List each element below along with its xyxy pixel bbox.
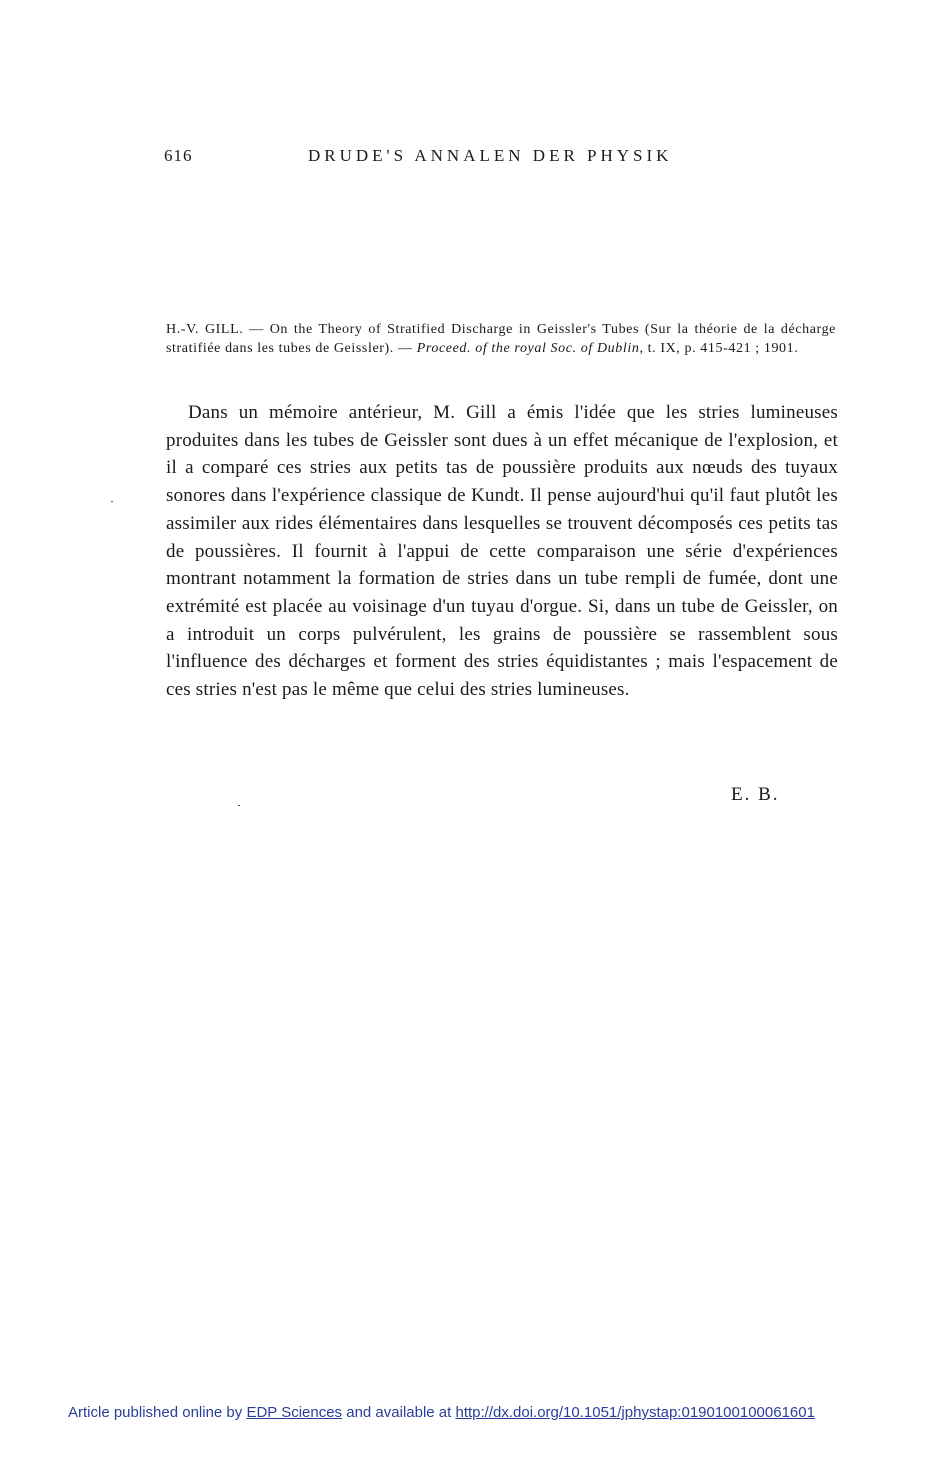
footer-prefix: Article published online by: [68, 1404, 247, 1421]
scan-speck: [238, 805, 240, 806]
page-number: 616: [164, 146, 193, 165]
citation-dash: —: [393, 341, 417, 356]
running-head: DRUDE'S ANNALEN DER PHYSIK: [308, 146, 673, 165]
citation-details: t. IX, p. 415-421 ; 1901.: [643, 341, 799, 356]
footer: [68, 1404, 815, 1421]
signature: E. B.: [731, 784, 780, 805]
citation-journal: Proceed. of the royal Soc. of Dublin,: [416, 341, 644, 356]
scan-speck: [111, 501, 113, 502]
doi-link[interactable]: http://dx.doi.org/10.1051/jphystap:0190100100061601: [455, 1404, 815, 1421]
citation-author: H.-V. GILL.: [166, 322, 244, 337]
body-paragraph: Dans un mémoire antérieur, M. Gill a émis l'idée que les stries lumineuses produites dans les tubes de Geissler sont dues à un effet mécanique de l'explosion, et il a comparé ces stries aux petits tas de poussière produits aux nœuds des tuyaux sonores dans l'expérience classique de Kundt. Il pense aujourd'hui qu'il faut plutôt les assimiler aux rides élémentaires dans lesquelles se trouvent décomposés ces petits tas de poussières. Il fournit à l'appui de cette comparaison une série d'expériences montrant notamment la formation de stries dans un tube rempli de fumée, dont une extrémité est placée au voisinage d'un tuyau d'orgue. Si, dans un tube de Geissler, on a introduit un corps pulvérulent, les grains de poussière se rassemblent sous l'influence des décharges et forment des stries équidistantes ; mais l'espacement de ces stries n'est pas le même que celui des stries lumineuses.: [166, 402, 838, 701]
publisher-link[interactable]: EDP Sciences: [246, 1404, 343, 1421]
citation-dash: —: [243, 322, 270, 337]
citation: [166, 320, 836, 358]
citation-title: On the Theory of Stratified Discharge in Geissler's Tubes (Sur la théorie de la décharge stratifiée dans les tubes de Geissler).: [166, 322, 836, 356]
footer-middle: and available at: [342, 1404, 456, 1421]
